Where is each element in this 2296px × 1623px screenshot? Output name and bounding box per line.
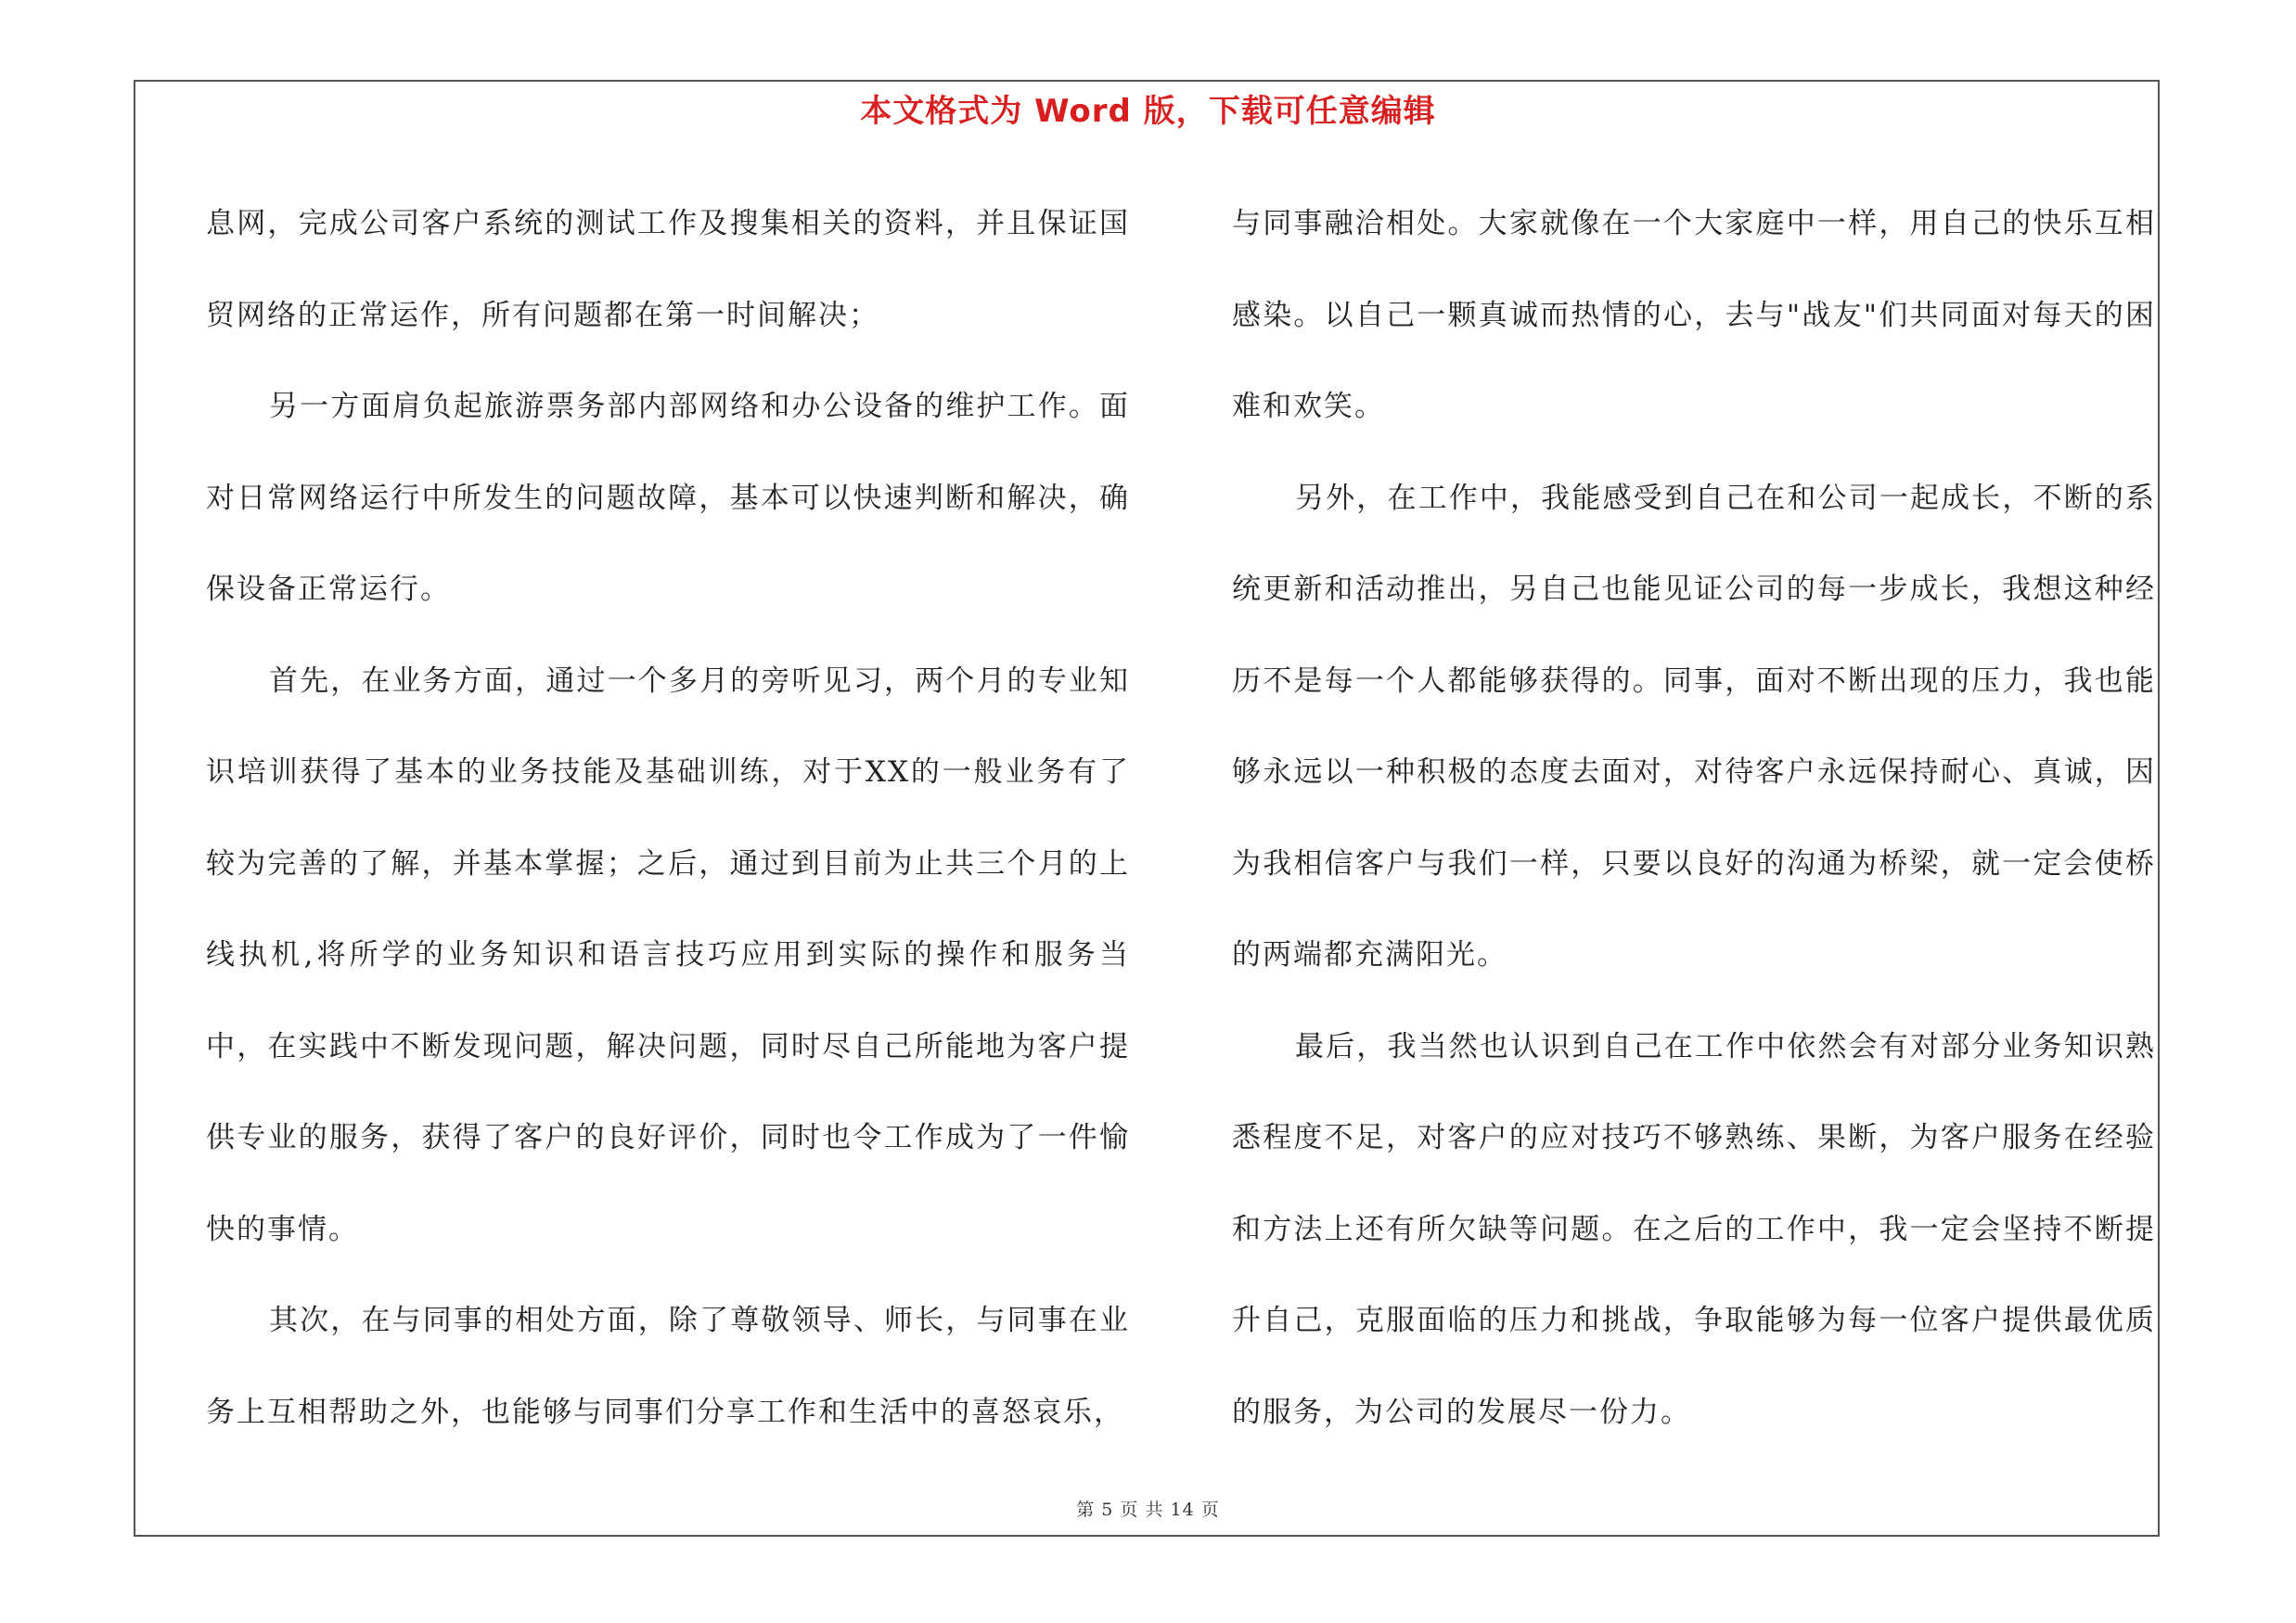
paragraph: 另一方面肩负起旅游票务部内部网络和办公设备的维护工作。面对日常网络运行中所发生的问题故障，基本可以快速判断和解决，确保设备正常运行。 <box>206 390 1130 606</box>
paragraph: 另外，在工作中，我能感受到自己在和公司一起成长，不断的系统更新和活动推出，另自己也能见证公司的每一步成长，我想这种经历不是每一个人都能够获得的。同事，面对不断出现的压力，我也能够永远以一种积极的态度去面对，对待客户永远保持耐心、真诚，因为我相信客户与我们一样，只要以良好的沟通为桥梁，就一定会使桥的两端都充满阳光。 <box>1232 481 2156 972</box>
page-number: 第 5 页 共 14 页 <box>1076 1500 1220 1520</box>
paragraph: 最后，我当然也认识到自己在工作中依然会有对部分业务知识熟悉程度不足，对客户的应对技巧不够熟练、果断，为客户服务在经验和方法上还有所欠缺等问题。在之后的工作中，我一定会坚持不断提升自己，克服面临的压力和挑战，争取能够为每一位客户提供最优质的服务，为公司的发展尽一份力。 <box>1232 1029 2156 1429</box>
format-banner: 本文格式为 Word 版，下载可任意编辑 <box>860 93 1436 130</box>
paragraph: 与同事融洽相处。大家就像在一个大家庭中一样，用自己的快乐互相感染。以自己一颗真诚而热情的心，去与"战友"们共同面对每天的困难和欢笑。 <box>1232 207 2156 423</box>
right-column <box>1232 178 2156 1458</box>
paragraph: 首先，在业务方面，通过一个多月的旁听见习，两个月的专业知识培训获得了基本的业务技能及基础训练，对于XX的一般业务有了较为完善的了解，并基本掌握；之后，通过到目前为止共三个月的上线执机,将所学的业务知识和语言技巧应用到实际的操作和服务当中，在实践中不断发现问题，解决问题，同时尽自己所能地为客户提供专业的服务，获得了客户的良好评价，同时也令工作成为了一件愉快的事情。 <box>206 663 1130 1246</box>
left-column <box>206 178 1130 1458</box>
paragraph: 其次，在与同事的相处方面，除了尊敬领导、师长，与同事在业务上互相帮助之外，也能够与同事们分享工作和生活中的喜怒哀乐， <box>206 1304 1130 1429</box>
paragraph: 息网，完成公司客户系统的测试工作及搜集相关的资料，并且保证国贸网络的正常运作，所有问题都在第一时间解决； <box>206 207 1130 332</box>
